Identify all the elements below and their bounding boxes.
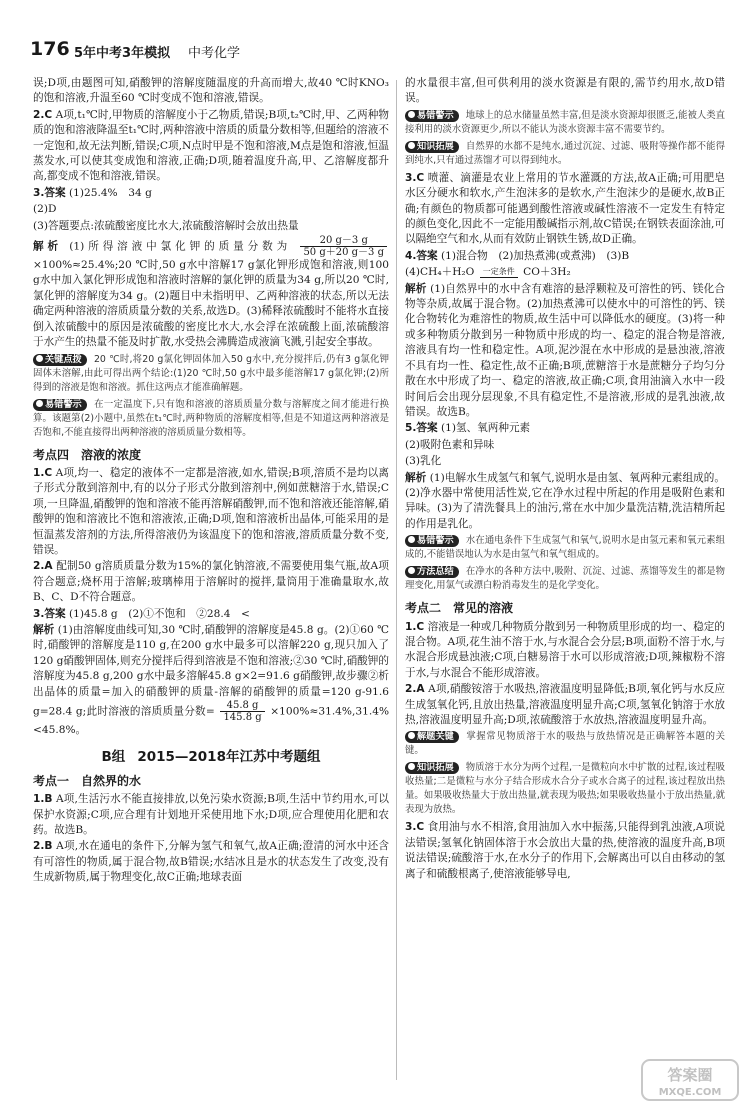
bullet-icon	[408, 111, 415, 118]
section-title: 溶液的浓度	[81, 447, 142, 462]
answer-item	[33, 186, 389, 201]
answer-item	[405, 620, 725, 682]
tip-box	[405, 761, 725, 817]
solution-label: 解析	[33, 240, 62, 253]
answer-text: 食用油与水不相溶,食用油加入水中振荡,只能得到乳浊液,A项说法错误;氢氧化钠固体溶于水会放出大量的热,使溶液的温度升高,B项说法错误;硫酸溶于水,在水分子的作用下,会解离出可以自由移动的氢离子和硫酸根离子,使溶液能够导电,	[405, 821, 725, 880]
question-number: 2.A	[405, 683, 425, 696]
fraction	[220, 700, 264, 723]
answer-item	[405, 820, 725, 882]
answer-item	[405, 171, 725, 248]
solution-label: 解析	[33, 623, 55, 636]
section-title: 常见的溶液	[453, 601, 514, 616]
bullet-icon	[408, 763, 415, 770]
book-title: 5年中考3年模拟	[74, 46, 171, 61]
answer-item	[405, 421, 725, 436]
bullet-icon	[36, 400, 43, 407]
tip-label: 易错警示	[417, 109, 454, 121]
answer-text: (2)吸附色素和异味	[405, 438, 495, 451]
tip-box	[33, 353, 389, 395]
tip-badge	[33, 399, 87, 411]
answer-item	[33, 839, 389, 885]
page-header	[30, 38, 720, 68]
section-label: 考点一	[33, 773, 70, 788]
answer-text: (3)乳化	[405, 455, 442, 468]
equation-left: (4)CH₄＋H₂O	[405, 266, 475, 279]
answer-text: (1)25.4% 34 g	[68, 186, 152, 199]
tip-badge	[405, 762, 459, 774]
answer-text: 配制50 g溶质质量分数为15%的氯化钠溶液,不需要使用集气瓶,故A项符合题意;烧杯用于溶解;玻璃棒用于溶解时的搅拌,量筒用于准确量取水,故B、C、D不符合题意。	[33, 560, 390, 604]
right-column	[405, 76, 725, 883]
tip-label: 方法总结	[417, 566, 454, 578]
bullet-icon	[408, 536, 415, 543]
solution-text: ×100%≈31.4%,31.4%<45.8%。	[33, 705, 390, 736]
section-heading	[33, 448, 389, 463]
watermark-logo	[640, 1058, 740, 1102]
fraction-numerator: 20 g－3 g	[300, 235, 387, 247]
question-number: 3.C	[405, 171, 425, 184]
fraction-denominator: 50 g＋20 g－3 g	[303, 247, 384, 259]
solution-text: ×100%≈25.4%;20 ℃时,50 g水中溶解17 g氯化钾形成饱和溶液,则100 g水中加入氯化钾形成饱和溶液时溶解的氯化钾的质量为34 g,所以20 ℃时,氯化钾的溶解度为34 g。(2)题目中未指明甲、乙两种溶液的状态,所以无法确定两种溶液的溶质质量分数的关系,故选D。(3)稀释浓硫酸时不能将水直接倒入浓硫酸中的原因是浓硫酸的密度比水大,水会浮在浓硫酸上面,浓硫酸溶于水产生的热量不能及时扩散,水受热会沸腾造成液滴飞溅,引起安全事故。	[33, 259, 389, 349]
solution	[405, 282, 725, 421]
tip-text: 地球上的总水储量虽然丰富,但是淡水资源却很匮乏,能被人类直接利用的淡水资源更少,所以不能认为淡水资源丰富不需要节约。	[405, 109, 726, 135]
tip-box	[405, 534, 725, 562]
watermark-url: MXQE.COM	[658, 1087, 722, 1098]
answer-text: 喷灌、滴灌是农业上常用的节水灌溉的方法,故A正确;可用肥皂水区分硬水和软水,产生泡沫多的是软水,产生泡沫少的是硬水,故B正确;有颜色的物质都可能遇到酸性溶液或碱性溶液不一定发生有特定的颜色变化,因此不一定能用酸碱指示剂,故C错误;在钢铁表面涂油,可以隔绝空气和水,从而有效防止钢铁生锈,故D正确。	[405, 171, 725, 246]
fraction-denominator: 145.8 g	[223, 712, 262, 723]
group-label: B组	[101, 749, 126, 766]
solution-text: (1)电解水生成氢气和氧气,说明水是由氢、氧两种元素组成的。(2)净水器中常使用活性炭,它在净水过程中所起的作用是吸附色素和异味。(3)为了清洗餐具上的油污,常在水中加少量洗洁精,洗洁精所起的作用是乳化。	[405, 471, 725, 530]
left-column	[33, 76, 389, 887]
column-divider	[396, 80, 397, 1080]
bullet-icon	[408, 142, 415, 149]
answer-text: A项,均一、稳定的液体不一定都是溶液,如水,错误;B项,溶质不是均以离子形式分散到溶剂中,有的以分子形式分散到溶剂中,例如蔗糖溶于水,错误;C项,一旦降温,硝酸钾的饱和溶液不能再溶解硝酸钾,而不饱和溶液还能溶解,硝酸钾的饱和溶液比不饱和溶液浓,正确;D项,饱和溶液析出晶体,可能采用的是恒温蒸发溶剂的方法,所得溶液仍为该温度下的饱和溶液,溶质质量分数不变,错误。	[33, 466, 389, 556]
fraction	[300, 235, 387, 258]
section-label: 考点二	[405, 601, 442, 616]
tip-badge	[405, 535, 459, 547]
answer-item	[405, 682, 725, 728]
tip-box	[405, 140, 725, 168]
tip-text: 在一定温度下,只有饱和溶液的溶质质量分数与溶解度之间才能进行换算。该题第(2)小题中,虽然在t₁℃时,两种物质的溶解度相等,但是不知道这两种溶液是否饱和,不能直接得出两种溶液的溶质质量分数相等。	[33, 398, 390, 438]
tip-text: 20 ℃时,将20 g氯化钾固体加入50 g水中,充分搅拌后,仍有3 g氯化钾固体未溶解,由此可得出两个结论:(1)20 ℃时,50 g水中最多能溶解17 g氯化钾;(2)所得到的溶液是饱和溶液。抓住这两点才能准确解题。	[33, 353, 389, 393]
section-heading	[33, 774, 389, 789]
section-label: 考点四	[33, 447, 70, 462]
solution-label: 解析	[405, 282, 427, 295]
group-heading	[33, 750, 389, 765]
tip-label: 解题关键	[417, 731, 454, 743]
tip-badge	[405, 110, 459, 122]
question-number: 2.C	[33, 108, 53, 121]
answer-text: A项,t₁℃时,甲物质的溶解度小于乙物质,错误;B项,t₂℃时,甲、乙两种物质的饱和溶液降温至t₁℃时,两种溶液中溶质的质量分数相等,但题给的溶液不一定饱和,故无法判断,错误;C项,N点时甲是不饱和溶液,M点是饱和溶液,恒温蒸发水,可以使其变成饱和溶液,正确;D项,随着温度升高,甲、乙溶解度都升高,都变成不饱和溶液,错误。	[33, 108, 389, 183]
solution	[33, 623, 389, 738]
tip-box	[405, 565, 725, 593]
answer-text: 溶液是一种或几种物质分散到另一种物质里形成的均一、稳定的混合物。A项,花生油不溶于水,与水混合会分层;B项,面粉不溶于水,与水混合形成悬浊液;C项,白糖易溶于水可以形成溶液;D项,辣椒粉不溶于水,与水混合不能形成溶液。	[405, 620, 725, 679]
answer-text: (3)答题要点:浓硫酸密度比水大,浓硫酸溶解时会放出热量	[33, 219, 299, 232]
question-number: 3.答案	[33, 607, 66, 620]
answer-item	[33, 559, 389, 605]
question-number: 4.答案	[405, 249, 438, 262]
tip-text: 在净水的各种方法中,吸附、沉淀、过滤、蒸馏等发生的都是物理变化,用氯气或漂白粉消毒发生的是化学变化。	[405, 566, 725, 592]
reaction-arrow	[480, 266, 518, 278]
tip-label: 易错警示	[45, 398, 82, 410]
tip-text: 水在通电条件下生成氢气和氧气,说明水是由氢元素和氧元素组成的,不能错误地认为水是由氢气和氧气组成的。	[405, 535, 725, 561]
question-number: 1.C	[405, 620, 425, 633]
answer-text: A项,生活污水不能直接排放,以免污染水资源;B项,生活中节约用水,可以保护水资源;C项,应合理有计划地开采使用地下水;D项,应合理使用化肥和农药。故选B。	[33, 793, 389, 837]
solution	[33, 235, 389, 350]
tip-box	[33, 398, 389, 440]
tip-badge	[405, 566, 459, 578]
question-number: 5.答案	[405, 422, 438, 435]
tip-box	[405, 109, 725, 137]
tip-box	[405, 730, 725, 758]
question-number: 1.C	[33, 466, 53, 479]
solution-text: (1)自然界中的水中含有难溶的悬浮颗粒及可溶性的钙、镁化合物等杂质,故属于混合物。(2)加热煮沸可以使水中的可溶性的钙、镁化合物转化为难溶性的物质,故生活中可以降低水的硬度。(3)将一种或多种物质分散到另一种物质中形成的均一、稳定的混合物是溶液,溶液具有均一性和稳定性。A项,泥沙混在水中形成的是悬浊液,溶液不具有均一性、稳定性,故不正确;B项,蔗糖溶于水是蔗糖分子均匀分散在水中形成了均一、稳定的溶液,故正确;C项,食用油滴入水中一段时间后会出现分层现象,不具有稳定性,不是溶液,形成的是乳浊液,故错误。故选B。	[405, 282, 725, 418]
fraction-numerator: 45.8 g	[220, 700, 264, 712]
section-title: 自然界的水	[81, 773, 142, 788]
question-number: 2.B	[33, 840, 53, 853]
answer-text: A项,水在通电的条件下,分解为氢气和氧气,故A正确;澄清的河水中还含有可溶性的物质,属于混合物,故B错误;水结冰且是水的状态发生了改变,没有生成新物质,属于物理变化,故C正确;地球表面	[33, 840, 389, 884]
equation-right: CO＋3H₂	[523, 266, 571, 279]
group-title: 2015—2018年江苏中考题组	[137, 749, 321, 766]
tip-badge	[405, 731, 459, 743]
chemical-equation	[405, 265, 725, 280]
answer-item	[33, 108, 389, 185]
answer-item	[33, 792, 389, 838]
answer-item	[33, 607, 389, 622]
watermark-text: 答案圈	[667, 1066, 713, 1084]
solution-text: (1)所得溶液中氯化钾的质量分数为	[69, 240, 292, 253]
tip-text: 自然界的水都不是纯水,通过沉淀、过滤、吸附等操作都不能得到纯水,只有通过蒸馏才可以得到纯水。	[405, 140, 725, 166]
bullet-icon	[36, 355, 43, 362]
question-number: 2.A	[33, 560, 53, 573]
question-number: 1.B	[33, 793, 53, 806]
tip-badge	[405, 141, 459, 153]
reaction-condition: 一定条件	[480, 266, 518, 278]
answer-text: (1)混合物 (2)加热煮沸(或煮沸) (3)B	[440, 249, 630, 262]
tip-label: 易错警示	[417, 535, 454, 547]
answer-text: (1)45.8 g (2)①不饱和 ②28.4 <	[68, 607, 250, 620]
answer-text: (2)D	[33, 203, 57, 216]
solution-label: 解析	[405, 471, 427, 484]
tip-text: 掌握常见物质溶于水的吸热与放热情况是正确解答本题的关键。	[405, 731, 725, 757]
bullet-icon	[408, 567, 415, 574]
question-number: 3.C	[405, 821, 425, 834]
subject-label: 中考化学	[188, 46, 241, 61]
tip-label: 知识拓展	[417, 140, 454, 152]
tip-label: 关键点拨	[45, 353, 82, 365]
solution	[405, 471, 725, 533]
answer-item	[33, 466, 389, 558]
answer-item	[405, 249, 725, 264]
answer-continuation: 的水量很丰富,但可供利用的淡水资源是有限的,需节约用水,故D错误。	[405, 77, 725, 105]
answer-text: A项,硝酸铵溶于水吸热,溶液温度明显降低;B项,氧化钙与水反应生成氢氧化钙,且放出热量,溶液温度明显升高;C项,氢氧化钠溶于水放热,溶液温度明显升高;D项,浓硫酸溶于水放热,溶液温度明显升高。	[405, 683, 726, 726]
question-number: 3.答案	[33, 186, 66, 199]
tip-label: 知识拓展	[417, 762, 454, 774]
solution-text: (1)由溶解度曲线可知,30 ℃时,硝酸钾的溶解度是45.8 g。(2)①60 ℃时,硝酸钾的溶解度是110 g,在200 g水中最多可以溶解220 g,现只加入了120 g硝酸钾固体,则充分搅拌后得到溶液是不饱和溶液;②30 ℃时,硝酸钾的溶解度为45.8 g,200 g水中最多溶解45.8 g×2=91.6 g硝酸钾,故步骤②析出晶体的质量=加入的硝酸钾的质量-溶解的硝酸钾的质量=120 g-91.6 g=28.4 g;此时溶液的溶质质量分数=	[33, 623, 389, 718]
bullet-icon	[408, 732, 415, 739]
tip-badge	[33, 354, 87, 366]
tip-text: 物质溶于水分为两个过程,一是微粒向水中扩散的过程,该过程吸收热量;二是微粒与水分子结合形成水合分子或水合离子的过程,该过程放出热量。如果吸收热量大于放出热量,就表现为吸热;如果吸收热量小于放出热量,就表现为放热。	[405, 762, 726, 816]
section-heading	[405, 601, 725, 616]
page-number: 176	[30, 38, 70, 60]
answer-continuation: 误;D项,由题图可知,硝酸钾的溶解度随温度的升高而增大,故40 ℃时KNO₃的饱和溶液,升温至60 ℃时变成不饱和溶液,错误。	[33, 77, 389, 105]
answer-text: (1)氢、氧两种元素	[440, 422, 531, 435]
